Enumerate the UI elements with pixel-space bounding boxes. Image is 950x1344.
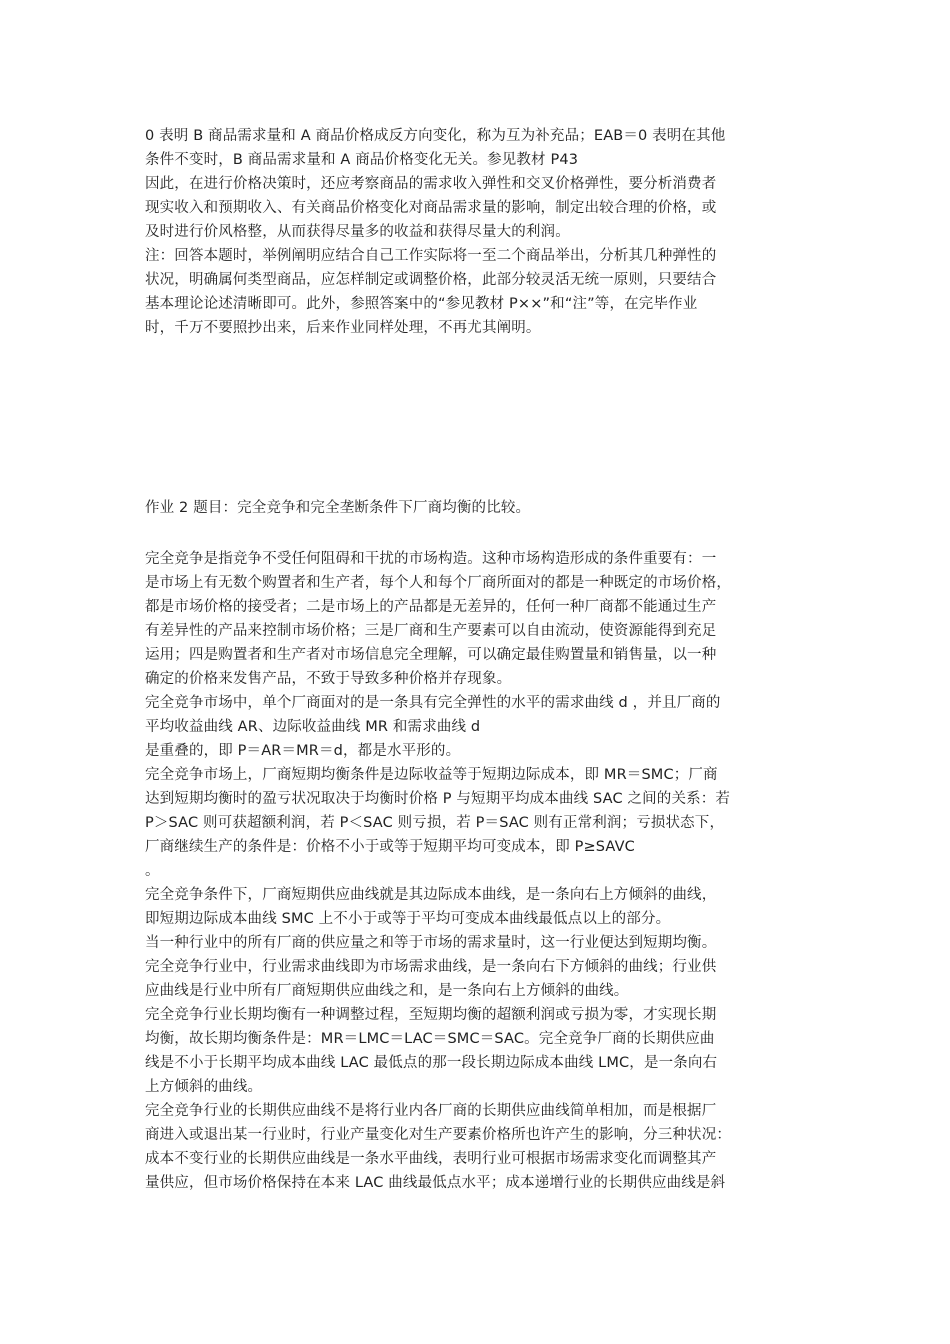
text-line: 当一种行业中的所有厂商的供应量之和等于市场的需求量时，这一行业便达到短期均衡。 [145, 935, 717, 951]
text-line: 注：回答本题时，举例阐明应结合自己工作实际将一至二个商品举出，分析其几种弹性的 [145, 248, 717, 264]
text-line: 完全竞争市场中，单个厂商面对的是一条具有完全弹性的水平的需求曲线 d ，并且厂商的 [145, 695, 721, 711]
text-line: 状况，明确属何类型商品，应怎样制定或调整价格，此部分较灵活无统一原则，只要结合 [145, 272, 717, 288]
text-line: 线是不小于长期平均成本曲线 LAC 最低点的那一段长期边际成本曲线 LMC，是一条向右 [145, 1055, 718, 1071]
text-line: 有差异性的产品来控制市场价格；三是厂商和生产要素可以自由流动，使资源能得到充足 [145, 623, 717, 639]
text-block-perfect-competition [145, 547, 807, 1195]
text-line: 是市场上有无数个购置者和生产者，每个人和每个厂商所面对的都是一种既定的市场价格， [145, 575, 731, 591]
text-line: 确定的价格来发售产品，不致于导致多种价格并存现象。 [145, 671, 512, 687]
text-line: 达到短期均衡时的盈亏状况取决于均衡时价格 P 与短期平均成本曲线 SAC 之间的关系：若 [145, 791, 731, 807]
text-line: 完全竞争行业中，行业需求曲线即为市场需求曲线，是一条向右下方倾斜的曲线；行业供 [145, 959, 717, 975]
text-line: 平均收益曲线 AR、边际收益曲线 MR 和需求曲线 d [145, 719, 481, 735]
text-line: 时，千万不要照抄出来，后来作业同样处理，不再尤其阐明。 [145, 320, 541, 336]
text-line: 0 表明 B 商品需求量和 A 商品价格成反方向变化，称为互为补充品；EAB＝0 表明在其他 [145, 128, 726, 144]
text-line: 都是市场价格的接受者；二是市场上的产品都是无差异的，任何一种厂商都不能通过生产 [145, 599, 717, 615]
text-line: 成本不变行业的长期供应曲线是一条水平曲线，表明行业可根据市场需求变化而调整其产 [145, 1151, 717, 1167]
text-line: 完全竞争行业的长期供应曲线不是将行业内各厂商的长期供应曲线简单相加，而是根据厂 [145, 1103, 717, 1119]
text-line: 是重叠的，即 P＝AR＝MR＝d，都是水平形的。 [145, 743, 461, 759]
assignment-heading-block [145, 496, 807, 520]
text-line: P＞SAC 则可获超额利润，若 P＜SAC 则亏损，若 P＝SAC 则有正常利润；亏损状态下， [145, 815, 725, 831]
text-line: 上方倾斜的曲线。 [145, 1079, 263, 1095]
text-line: 均衡，故长期均衡条件是：MR＝LMC＝LAC＝SMC＝SAC。完全竞争厂商的长期供应曲 [145, 1031, 715, 1047]
text-line: 条件不变时，B 商品需求量和 A 商品价格变化无关。参见教材 P43 [145, 152, 579, 168]
text-line: 完全竞争条件下，厂商短期供应曲线就是其边际成本曲线，是一条向右上方倾斜的曲线， [145, 887, 717, 903]
text-line: 即短期边际成本曲线 SMC 上不小于或等于平均可变成本曲线最低点以上的部分。 [145, 911, 671, 927]
text-line: 运用；四是购置者和生产者对市场信息完全理解，可以确定最佳购置量和销售量，以一种 [145, 647, 717, 663]
text-block-elasticity-notes [145, 124, 807, 340]
text-line: 应曲线是行业中所有厂商短期供应曲线之和，是一条向右上方倾斜的曲线。 [145, 983, 629, 999]
text-line: 完全竞争是指竞争不受任何阻碍和干扰的市场构造。这种市场构造形成的条件重要有：一 [145, 551, 717, 567]
text-line: 。 [145, 863, 160, 879]
text-line: 及时进行价风格整，从而获得尽量多的收益和获得尽量大的利润。 [145, 224, 570, 240]
assignment-heading: 作业 2 题目：完全竞争和完全垄断条件下厂商均衡的比较。 [145, 500, 531, 516]
text-line: 量供应，但市场价格保持在本来 LAC 曲线最低点水平；成本递增行业的长期供应曲线是斜 [145, 1175, 726, 1191]
text-line: 完全竞争行业长期均衡有一种调整过程，至短期均衡的超额利润或亏损为零，才实现长期 [145, 1007, 717, 1023]
text-line: 现实收入和预期收入、有关商品价格变化对商品需求量的影响，制定出较合理的价格，或 [145, 200, 717, 216]
text-line: 完全竞争市场上，厂商短期均衡条件是边际收益等于短期边际成本，即 MR＝SMC；厂商 [145, 767, 718, 783]
text-line: 厂商继续生产的条件是：价格不小于或等于短期平均可变成本，即 P≥SAVC [145, 839, 635, 855]
text-line: 商进入或退出某一行业时，行业产量变化对生产要素价格所也许产生的影响，分三种状况： [145, 1127, 731, 1143]
text-line: 因此，在进行价格决策时，还应考察商品的需求收入弹性和交叉价格弹性，要分析消费者 [145, 176, 717, 192]
text-line: 基本理论论述清晰即可。此外，参照答案中的“参见教材 P××”和“注”等，在完毕作业 [145, 296, 698, 312]
